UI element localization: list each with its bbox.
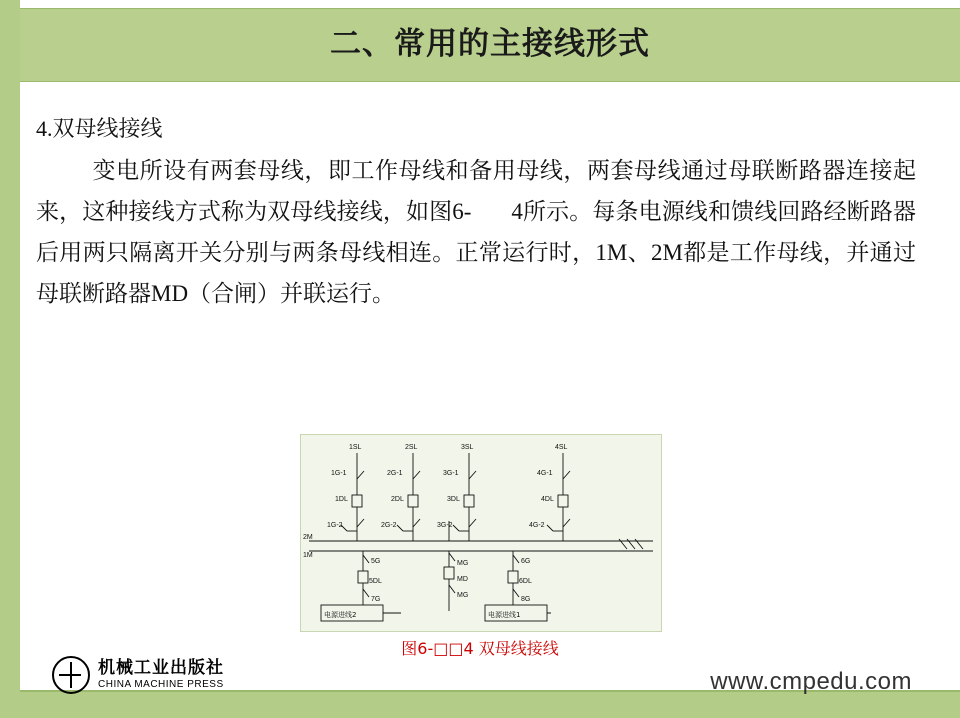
- section-title: 4.双母线接线: [36, 116, 163, 141]
- svg-text:1DL: 1DL: [335, 496, 348, 503]
- diagram-svg: [301, 435, 661, 631]
- press-mark-icon: [52, 656, 90, 694]
- svg-text:2G-2: 2G-2: [381, 522, 397, 529]
- publisher-name-en: CHINA MACHINE PRESS: [98, 679, 224, 691]
- svg-text:3G-2: 3G-2: [437, 522, 453, 529]
- svg-text:MD: MD: [457, 576, 468, 583]
- website-url: www.cmpedu.com: [710, 668, 912, 695]
- svg-text:1M: 1M: [303, 552, 313, 559]
- svg-text:1G-1: 1G-1: [331, 470, 347, 477]
- svg-text:6G: 6G: [521, 558, 531, 565]
- publisher-name-block: [98, 659, 224, 690]
- body-text-block: [36, 112, 916, 314]
- paragraph-part-1: 变电所设有两套母线，即工作母线和备用母线，两套母线通过母联断路器连接起来，这种接线方式称为双母线接线，如图6-: [36, 158, 916, 224]
- publisher-logo: [52, 656, 252, 694]
- svg-text:1G-2: 1G-2: [327, 522, 343, 529]
- svg-text:MG: MG: [457, 592, 469, 599]
- svg-text:3G-1: 3G-1: [443, 470, 459, 477]
- svg-text:3SL: 3SL: [461, 444, 474, 451]
- single-line-diagram: [300, 434, 662, 632]
- page-title: 二、常用的主接线形式: [330, 26, 650, 62]
- figure-caption: 图6-□□4 双母线接线: [401, 639, 559, 658]
- svg-text:4DL: 4DL: [541, 496, 554, 503]
- svg-text:2DL: 2DL: [391, 496, 404, 503]
- publisher-name-cn: 机械工业出版社: [98, 658, 224, 679]
- svg-text:6DL: 6DL: [519, 578, 532, 585]
- svg-text:8G: 8G: [521, 596, 531, 603]
- svg-text:电源进线1: 电源进线1: [488, 611, 521, 619]
- svg-text:5G: 5G: [371, 558, 381, 565]
- svg-text:4SL: 4SL: [555, 444, 568, 451]
- svg-text:7G: 7G: [371, 596, 381, 603]
- svg-text:2M: 2M: [303, 534, 313, 541]
- svg-text:1SL: 1SL: [349, 444, 362, 451]
- svg-text:MG: MG: [457, 560, 469, 567]
- svg-text:3DL: 3DL: [447, 496, 460, 503]
- paragraph-part-2: 4所示。每条电源线和馈线回路经断路器后用两只隔离开关分别与两条母线相连。正常运行时，1M、2M都是工作母线，并通过母联断路器MD（合闸）并联运行。: [36, 199, 916, 306]
- left-accent-bar: [0, 0, 20, 718]
- svg-text:2SL: 2SL: [405, 444, 418, 451]
- svg-text:5DL: 5DL: [369, 578, 382, 585]
- svg-text:电源进线2: 电源进线2: [324, 611, 357, 619]
- svg-text:4G-2: 4G-2: [529, 522, 545, 529]
- body-paragraph: [36, 150, 916, 314]
- svg-text:4G-1: 4G-1: [537, 470, 553, 477]
- svg-text:2G-1: 2G-1: [387, 470, 403, 477]
